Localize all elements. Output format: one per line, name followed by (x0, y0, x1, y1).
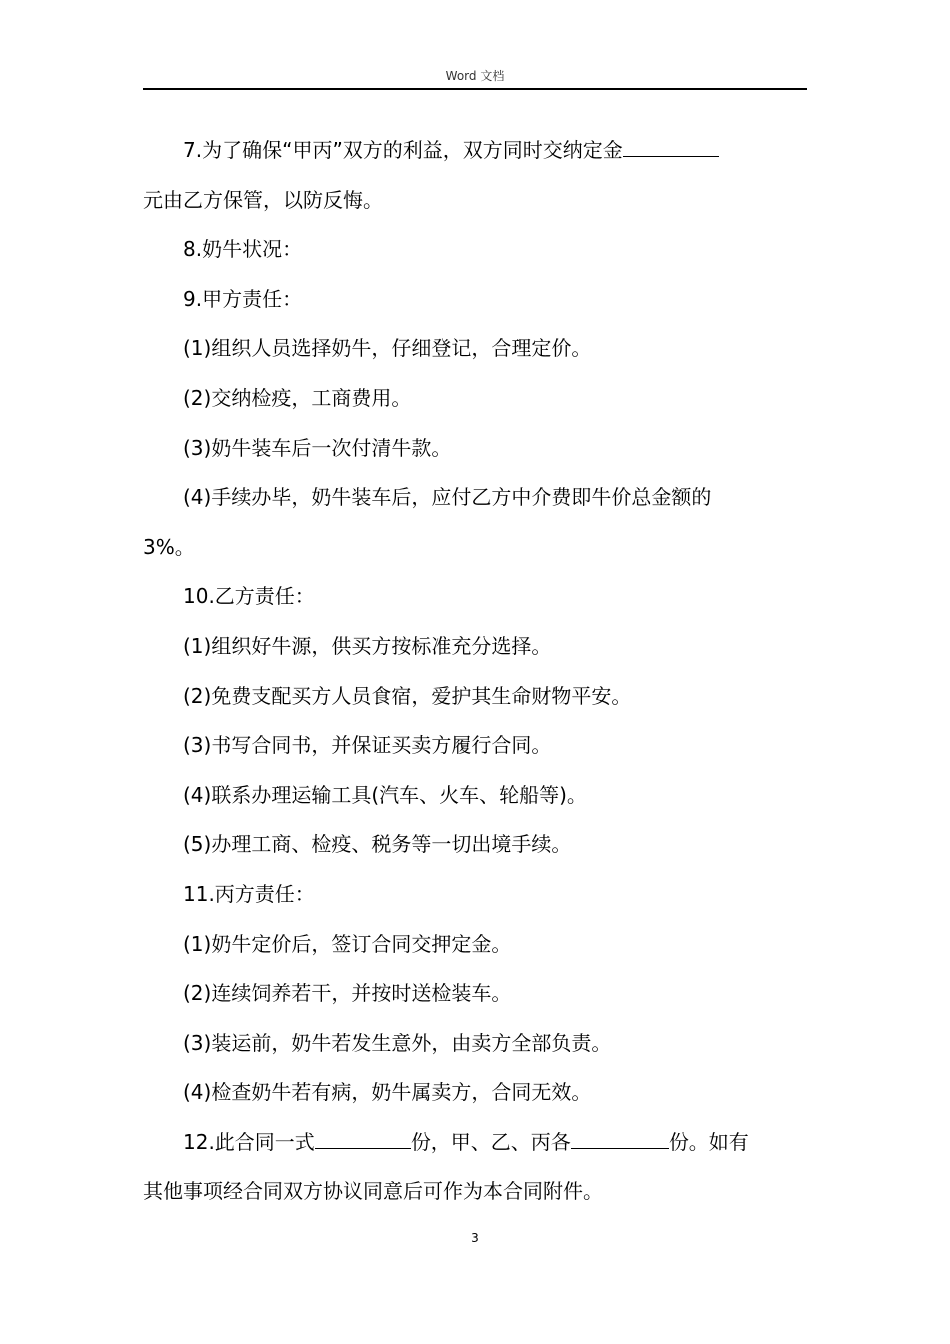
paragraph-7-line-2: 元由乙方保管，以防反悔。 (143, 187, 383, 212)
paragraph-8: 8.奶牛状况： (183, 237, 303, 262)
paragraph-12-text-a: 12.此合同一式 (183, 1129, 315, 1154)
page-number: 3 (471, 1231, 479, 1245)
paragraph-11-item-4: (4)检查奶牛若有病，奶牛属卖方，合同无效。 (183, 1080, 592, 1105)
paragraph-11-item-2: (2)连续饲养若干，并按时送检装车。 (183, 981, 512, 1006)
paragraph-9-heading: 9.甲方责任： (183, 286, 303, 311)
document-body (143, 126, 807, 1217)
copies-each-blank (571, 1126, 669, 1149)
paragraph-12-line-1 (143, 1118, 807, 1168)
paragraph-12-text-c: 份。如有 (668, 1129, 749, 1154)
paragraph-12-text-b: 份，甲、乙、丙各 (410, 1129, 571, 1154)
paragraph-9-item-3: (3)奶牛装车后一次付清牛款。 (183, 435, 452, 460)
paragraph-11-item-1: (1)奶牛定价后，签订合同交押定金。 (183, 931, 512, 956)
paragraph-9-item-4-line-1: (4)手续办毕，奶牛装车后，应付乙方中介费即牛价总金额的 (183, 485, 712, 510)
paragraph-10-item-4: (4)联系办理运输工具(汽车、火车、轮船等)。 (183, 782, 587, 807)
header-title: Word 文档 (445, 69, 505, 83)
paragraph-10-item-2: (2)免费支配买方人员食宿，爱护其生命财物平安。 (183, 683, 632, 708)
paragraph-10-item-5: (5)办理工商、检疫、税务等一切出境手续。 (183, 832, 572, 857)
paragraph-11-item-3: (3)装运前，奶牛若发生意外，由卖方全部负责。 (183, 1030, 612, 1055)
paragraph-9-item-2: (2)交纳检疫，工商费用。 (183, 385, 412, 410)
paragraph-7-line-1 (143, 126, 807, 176)
paragraph-10-item-3: (3)书写合同书，并保证买卖方履行合同。 (183, 733, 552, 758)
deposit-amount-blank (623, 134, 719, 157)
paragraph-10-item-1: (1)组织好牛源，供买方按标准充分选择。 (183, 633, 552, 658)
paragraph-10-heading: 10.乙方责任： (183, 584, 315, 609)
paragraph-12-line-2: 其他事项经合同双方协议同意后可作为本合同附件。 (143, 1179, 603, 1204)
page-header (143, 68, 807, 90)
paragraph-9-item-4-line-2: 3%。 (143, 534, 195, 559)
paragraph-11-heading: 11.丙方责任： (183, 881, 315, 906)
copies-count-blank (315, 1126, 411, 1149)
paragraph-9-item-1: (1)组织人员选择奶牛，仔细登记，合理定价。 (183, 336, 592, 361)
paragraph-7-text: 7.为了确保“甲丙”双方的利益，双方同时交纳定金 (183, 138, 623, 162)
